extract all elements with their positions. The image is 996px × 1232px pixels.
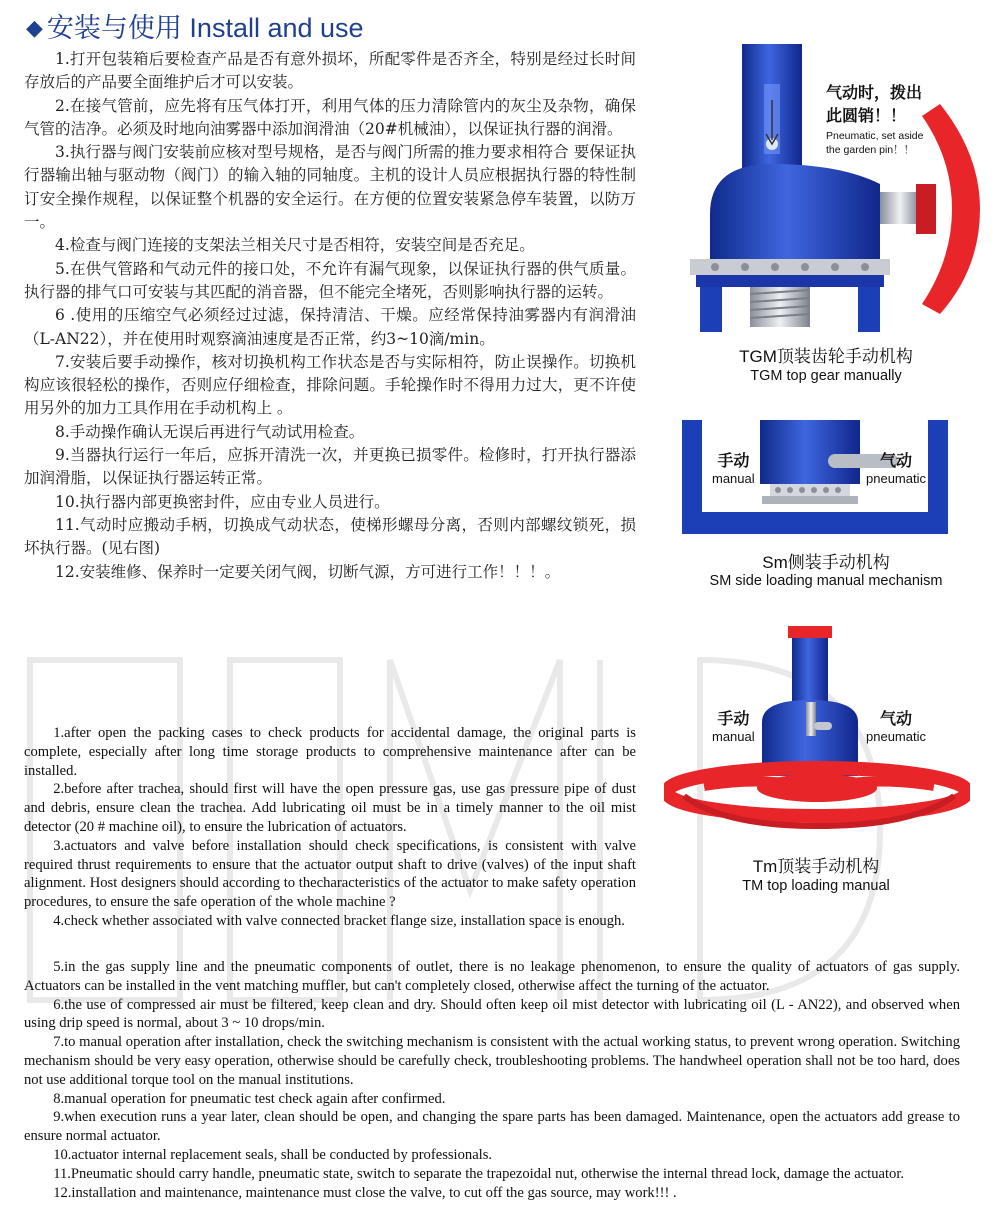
sm-label-pneumatic — [866, 448, 926, 486]
tgm-note-en-line2: the garden pin！！ — [826, 144, 915, 156]
english-instructions-wide — [24, 958, 960, 1202]
tm-pneumatic-en: pneumatic — [866, 729, 926, 744]
cn-paragraph: 9.当器执行运行一年后，应拆开清洗一次，并更换已损零件。检修时，打开执行器添加润滑脂，以保证执行器运转正常。 — [24, 446, 636, 488]
en-paragraph: 8.manual operation for pneumatic test check again after confirmed. — [53, 1090, 446, 1107]
sm-label-manual — [712, 448, 755, 486]
en-paragraph: 5.in the gas supply line and the pneumatic components of outlet, there is no leakage phenomenon, to ensure the quality of actuators of gas supply. Actuators can be installed in the vent matching muffler, but can't completely closed, otherwise affect the turning of the actuator. — [24, 959, 960, 994]
tgm-caption-en: TGM top gear manually — [750, 368, 902, 384]
en-paragraph: 12.installation and maintenance, maintenance must close the valve, to cut off the gas source, may work!!! . — [53, 1184, 677, 1201]
sm-manual-cn: 手动 — [717, 453, 750, 470]
sm-manual-en: manual — [712, 471, 755, 486]
cn-paragraph: 1.打开包装箱后要检查产品是否有意外损坏，所配零件是否齐全，特别是经过长时间存放后的产品要全面维护后才可以安装。 — [24, 50, 636, 92]
sm-pneumatic-cn: 气动 — [879, 453, 912, 470]
tm-pneumatic-cn: 气动 — [879, 711, 912, 728]
tgm-note-cn-line1: 气动时，拨出 — [826, 85, 923, 102]
sm-caption-cn: Sm侧装手动机构 — [762, 553, 890, 572]
cn-paragraph: 4.检查与阀门连接的支架法兰相关尺寸是否相符，安装空间是否充足。 — [55, 236, 535, 255]
cn-paragraph: 6 .使用的压缩空气必须经过过滤，保持清洁、干燥。应经常保持油雾器内有润滑油（L-AN22），并在使用时观察滴油速度是否正常，约3~10滴/min。 — [24, 306, 636, 348]
en-paragraph: 6.the use of compressed air must be filtered, keep clean and dry. Should often keep oil mist detector with lubricating oil (L - AN22), and observed when using drip speed is normal, about 3 ~ 10 drops/min. — [24, 996, 960, 1032]
en-paragraph: 1.after open the packing cases to check products for accidental damage, the original parts is complete, especially after long time storage products to comprehensive maintenance after can be installed. — [24, 725, 636, 779]
tm-caption-cn: Tm顶装手动机构 — [752, 857, 880, 876]
english-instructions-narrow — [24, 724, 636, 931]
cn-paragraph: 11.气动时应搬动手柄，切换成气动状态，使梯形螺母分离，否则内部螺纹锁死，损坏执行器。(见右图) — [24, 515, 636, 558]
tm-manual-en: manual — [712, 729, 755, 744]
en-paragraph: 9.when execution runs a year later, clean should be open, and changing the spare parts has been damaged. Maintenance, open the actuators add grease to ensure normal actuator. — [24, 1109, 960, 1145]
sm-pneumatic-en: pneumatic — [866, 471, 926, 486]
tm-caption-en: TM top loading manual — [742, 878, 890, 894]
tgm-note-en-line1: Pneumatic, set aside — [826, 130, 924, 142]
cn-paragraph: 8.手动操作确认无误后再进行气动试用检查。 — [55, 422, 365, 441]
tm-manual-cn: 手动 — [717, 711, 750, 728]
en-paragraph: 3.actuators and valve before installation should check specifications, is consistent with valve required thrust requirements to ensure that the actuator output shaft to drive (valves) of the input shaft alignment. Host designers should according to thecharacteristics of the actuator to make safety operation procedures, to ensure the safe operation of the whole machine ? — [24, 837, 636, 911]
tgm-note-cn-line2: 此圆销！！ — [826, 108, 907, 125]
tm-label-pneumatic — [866, 706, 926, 744]
en-paragraph: 7.to manual operation after installation, check the switching mechanism is consistent with the actual working status, to prevent wrong operation. Switching mechanism should be very easy operation, otherwise should be carefully check, troubleshooting problems. The handwheel operation shall not be too hard, does not use additional torque tool on the manual institutions. — [24, 1034, 960, 1088]
cn-paragraph: 7.安装后要手动操作，核对切换机构工作状态是否与实际相符，防止误操作。切换机构应该很轻松的操作，否则应仔细检查，排除问题。手轮操作时不得用力过大，更不许使用另外的加力工具作用在手动机构上 。 — [24, 352, 636, 418]
tm-label-manual — [712, 706, 755, 744]
tgm-note — [826, 80, 923, 157]
en-paragraph: 11.Pneumatic should carry handle, pneumatic state, switch to separate the trapezoidal nut, otherwise the internal thread lock, damage the actuator. — [53, 1165, 905, 1182]
en-paragraph: 10.actuator internal replacement seals, shall be conducted by professionals. — [53, 1146, 493, 1163]
en-paragraph: 2.before after trachea, should first will have the open pressure gas, use gas pressure pipe of dust and debris, ensure clean the trachea. Add lubricating oil must be in a timely manner to the oil mist detector (20 # machine oil), to ensure the lubrication of actuators. — [24, 781, 636, 835]
cn-paragraph: 5.在供气管路和气动元件的接口处，不允许有漏气现象，以保证执行器的供气质量。执行器的排气口可安装与其匹配的消音器，但不能完全堵死，否则影响执行器的运转。 — [24, 259, 636, 301]
cn-paragraph: 2.在接气管前，应先将有压气体打开，利用气体的压力清除管内的灰尘及杂物，确保气管的洁净。必须及时地向油雾器中添加润滑油（20#机械油），以保证执行器的润滑。 — [24, 96, 636, 138]
section-title: 安装与使用 Install and use — [46, 13, 364, 43]
diamond-icon: ◆ — [26, 15, 43, 40]
en-paragraph: 4.check whether associated with valve connected bracket flange size, installation space is enough. — [53, 912, 625, 929]
tgm-caption-cn: TGM顶装齿轮手动机构 — [739, 347, 913, 366]
cn-paragraph: 3.执行器与阀门安装前应核对型号规格，是否与阀门所需的推力要求相符合 要保证执行器输出轴与驱动物（阀门）的输入轴的同轴度。主机的设计人员应根据执行器的特性制订安全操作规程，以保证整个机器的安全运行。在方便的位置安装紧急停车装置，以防万一。 — [24, 143, 636, 232]
section-header — [26, 6, 364, 45]
cn-paragraph: 12.安装维修、保养时一定要关闭气阀，切断气源，方可进行工作！！！。 — [55, 562, 561, 581]
sm-caption-en: SM side loading manual mechanism — [709, 573, 943, 589]
chinese-instructions — [24, 48, 636, 584]
cn-paragraph: 10.执行器内部更换密封件，应由专业人员进行。 — [55, 492, 390, 511]
